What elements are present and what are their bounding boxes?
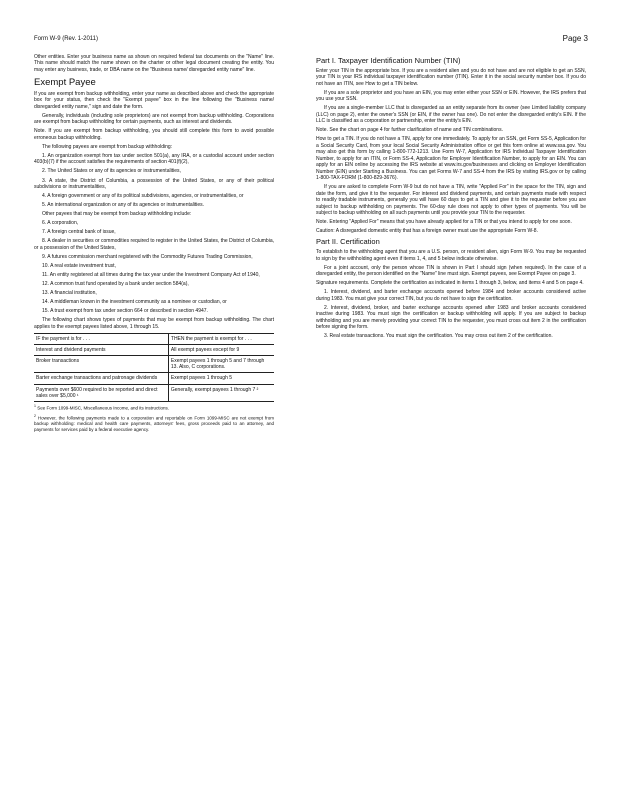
note-paragraph: Note. See the chart on page 4 for further clarification of name and TIN combinations.: [316, 127, 503, 134]
paragraph: For a joint account, only the person whose TIN is shown in Part I should sign (when required). In the case of a disregarded entity, the person identified on the "Name" line must sign. Exempt payees, see Exempt Payee on page 3.: [316, 264, 586, 278]
list-item: 11. An entity registered at all times during the tax year under the Investment Company Act of 1940,: [42, 271, 260, 278]
table-row: [34, 333, 274, 344]
table-cell: Exempt payees 1 through 5 and 7 through 13. Also, C corporations.: [168, 355, 274, 372]
part1-heading: Part I. Taxpayer Identification Number (TIN): [316, 56, 461, 65]
table-cell: Generally, exempt payees 1 through 7 ²: [168, 384, 274, 401]
note-paragraph: Note. Entering "Applied For" means that you have already applied for a TIN or that you intend to apply for one soon.: [316, 219, 572, 226]
table-cell: Payments over $600 required to be reported and direct sales over $5,000 ¹: [34, 384, 168, 401]
list-item: 2. The United States or any of its agencies or instrumentalities,: [42, 168, 181, 175]
table-row: [34, 344, 274, 355]
paragraph: Generally, individuals (including sole proprietors) are not exempt from backup withholding. Corporations are exempt from backup withholding for certain payments, such as interest and dividends.: [34, 112, 274, 126]
page-number: Page 3: [562, 34, 588, 43]
table-row: [34, 384, 274, 401]
paragraph: How to get a TIN. If you do not have a TIN, apply for one immediately. To apply for an SSN, get Form SS-5, Application for a Social Security Card, from your local Social Security Administration office or get this form online at www.ssa.gov. You may also get this form by calling 1-800-772-1213. Use Form W-7, Application for IRS Individual Taxpayer Identification Number, to apply for an ITIN, or Form SS-4, Application for Employer Identification Number, to apply for an EIN. You can apply for an EIN online by accessing the IRS website at www.irs.gov/businesses and clicking on Employer Identification Number (EIN) under Starting a Business. You can get Forms W-7 and SS-4 from the IRS by visiting IRS.gov or by calling 1-800-TAX-FORM (1-800-829-3676).: [316, 136, 586, 182]
list-item: 5. An international organization or any of its agencies or instrumentalities.: [42, 202, 205, 209]
paragraph: If you are asked to complete Form W-9 but do not have a TIN, write "Applied For" in the space for the TIN, sign and date the form, and give it to the requester. For interest and dividend payments, and certain payments made with respect to readily tradable instruments, generally you will have 60 days to get a TIN and give it to the requester before you are subject to backup withholding on payments. The 60-day rule does not apply to other types of payments. You will be subject to backup withholding on all such payments until you provide your TIN to the requester.: [316, 184, 586, 217]
list-item: 8. A dealer in securities or commodities required to register in the United States, the District of Columbia, or a possession of the United States,: [34, 238, 274, 251]
footnote-text: However, the following payments made to a corporation and reportable on Form 1099-MISC are not exempt from backup withholding: medical and health care payments, attorneys' fees, gross proceeds paid to an attorney, and payments for services paid by a federal executive agency.: [34, 415, 274, 432]
footnote-2: $^2$ However, the following payments made to a corporation and reportable on Form 1099-MISC are not exempt from backup withholding: medical and health care payments, attorneys' fees, gross proceeds paid to an attorney, and payments for services paid by a federal executive agency.: [34, 413, 274, 432]
list-item: 14. A middleman known in the investment community as a nominee or custodian, or: [42, 298, 227, 305]
part2-heading: Part II. Certification: [316, 237, 380, 247]
paragraph: If you are exempt from backup withholding, enter your name as described above and check the appropriate box for your status, then check the "Exempt payee" box in the line following the "Business name/ disregarded entity name," sign and date the form.: [34, 90, 274, 110]
paragraph: The following chart shows types of payments that may be exempt from backup withholding. The chart applies to the exempt payees listed above, 1 through 15.: [34, 317, 274, 330]
list-item: 13. A financial institution,: [42, 289, 97, 296]
table-cell: THEN the payment is exempt for . . .: [168, 333, 274, 344]
paragraph: 3. Real estate transactions. You must sign the certification. You may cross out item 2 of the certification.: [324, 333, 553, 340]
left-column: [34, 54, 274, 435]
list-item: 3. A state, the District of Columbia, a possession of the United States, or any of their political subdivisions or instrumentalities,: [34, 177, 274, 190]
list-item: 10. A real estate investment trust,: [42, 262, 116, 269]
note-paragraph: Note. If you are exempt from backup withholding, you should still complete this form to avoid possible erroneous backup withholding.: [34, 128, 274, 141]
list-item: 7. A foreign central bank of issue,: [42, 229, 116, 236]
list-item: 4. A foreign government or any of its political subdivisions, agencies, or instrumentalities, or: [42, 193, 244, 199]
table-cell: Exempt payees 1 through 5: [168, 373, 274, 384]
caution-paragraph: Caution: A disregarded domestic entity that has a foreign owner must use the appropriate Form W-8.: [316, 228, 538, 235]
page-header: [34, 36, 588, 48]
exempt-payee-heading: Exempt Payee: [34, 76, 96, 88]
list-item: 6. A corporation,: [42, 220, 79, 227]
list-item: 1. An organization exempt from tax under section 501(a), any IRA, or a custodial account under section 403(b)(7) if the account satisfies the requirements of section 401(f)(2),: [34, 152, 274, 166]
table-cell: Barter exchange transactions and patronage dividends: [34, 373, 168, 384]
paragraph: If you are a single-member LLC that is disregarded as an entity separate from its owner (see Limited liability company (LLC) on page 2), enter the owner's SSN (or EIN, if the owner has one). Do not enter the disregarded entity's EIN. If the LLC is classified as a corporation or partnership, enter the entity's EIN.: [316, 105, 586, 125]
list-item: 15. A trust exempt from tax under section 664 or described in section 4947.: [42, 308, 208, 315]
paragraph: Enter your TIN in the appropriate box. If you are a resident alien and you do not have and are not eligible to get an SSN, your TIN is your IRS individual taxpayer identification number (ITIN). Enter it in the social security number box. If you do not have an ITIN, see How to get a TIN below.: [316, 68, 586, 87]
list-item: 12. A common trust fund operated by a bank under section 584(a),: [42, 280, 189, 287]
footnote-text: See Form 1099-MISC, Miscellaneous Income, and its instructions.: [37, 405, 170, 411]
intro-paragraph: Other entities. Enter your business name as shown on required federal tax documents on the "Name" line. This name should match the name shown on the charter or other legal document creating the entity. You may enter any business, trade, or DBA name on the "Business name/ disregarded entity name" line.: [34, 54, 274, 73]
paragraph: The following payees are exempt from backup withholding:: [42, 143, 173, 150]
form-title: Form W-9 (Rev. 1-2011): [34, 36, 99, 42]
paragraph: Other payees that may be exempt from backup withholding include:: [42, 211, 192, 218]
right-column: [316, 54, 586, 342]
footnote-1: $^1$ See Form 1099-MISC, Miscellaneous Income, and its instructions.: [34, 403, 170, 411]
paragraph: 1. Interest, dividend, and barter exchange accounts opened before 1984 and broker accounts considered active during 1983. You must give your correct TIN, but you do not have to sign the certification.: [316, 289, 586, 302]
table-row: [34, 373, 274, 384]
table-cell: All exempt payees except for 9: [168, 344, 274, 355]
paragraph: 2. Interest, dividend, broker, and barter exchange accounts opened after 1983 and broker accounts considered inactive during 1983. You must sign the certification or backup withholding will apply. If you are subject to backup withholding and you are merely providing your correct TIN to the requester, you must cross out item 2 in the certification before signing the form.: [316, 304, 586, 331]
table-cell: IF the payment is for . . .: [34, 333, 168, 344]
paragraph: To establish to the withholding agent that you are a U.S. person, or resident alien, sign Form W-9. You may be requested to sign by the withholding agent even if items 1, 4, and 5 below indicate otherwise.: [316, 249, 586, 262]
paragraph: If you are a sole proprietor and you have an EIN, you may enter either your SSN or EIN. However, the IRS prefers that you use your SSN.: [316, 89, 586, 103]
table-cell: Interest and dividend payments: [34, 344, 168, 355]
table-cell: Broker transactions: [34, 355, 168, 372]
list-item: 9. A futures commission merchant registered with the Commodity Futures Trading Commission,: [42, 253, 253, 260]
paragraph: Signature requirements. Complete the certification as indicated in items 1 through 3, below, and items 4 and 5 on page 4.: [316, 280, 584, 287]
exempt-payments-table: [34, 333, 274, 402]
table-row: [34, 355, 274, 372]
